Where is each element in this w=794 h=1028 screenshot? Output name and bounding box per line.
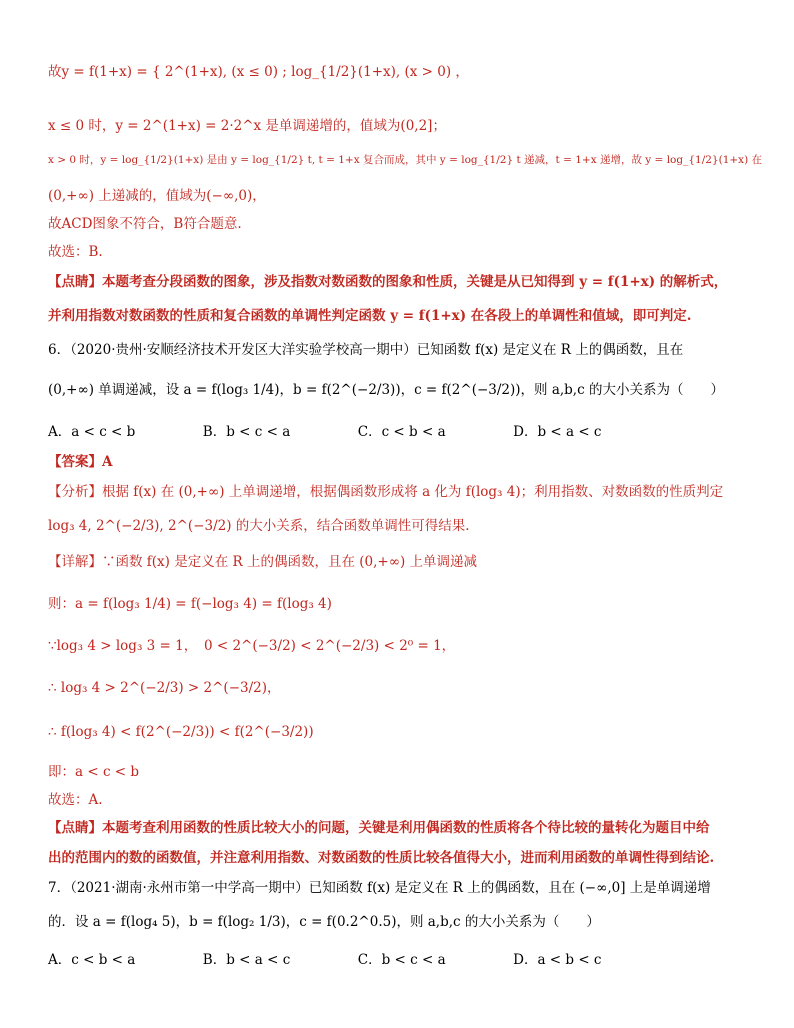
text-line: log₃ 4, 2^(−2/3), 2^(−3/2) 的大小关系，结合函数单调性可得结果. [48,518,470,534]
text-line: 【分析】根据 f(x) 在 (0,+∞) 上单调递增，根据偶函数形成将 a 化为 f(log₃ 4)；利用指数、对数函数的性质判定 [48,484,724,500]
text-line: 故选：B. [48,244,103,260]
text-line: 故ACD图象不符合，B符合题意. [48,216,242,232]
text-line: (0,+∞) 单调递减，设 a = f(log₃ 1/4)，b = f(2^(−2/3))，c = f(2^(−3/2))，则 a,b,c 的大小关系为（ ） [48,382,724,398]
text-line: (0,+∞) 上递减的，值域为(−∞,0)， [48,188,266,204]
text-line: A．c < b < a B．b < a < c C．b < c < a D．a < b < c [48,952,602,968]
text-line: x ≤ 0 时，y = 2^(1+x) = 2·2^x 是单调递增的，值域为(0,2]； [48,118,446,134]
text-line: 故y = f(1+x) = { 2^(1+x), (x ≤ 0) ; log_{1/2}(1+x), (x > 0) ， [48,64,469,80]
text-line: 【点睛】本题考查分段函数的图象，涉及指数对数函数的图象和性质，关键是从已知得到 y = f(1+x) 的解析式， [48,274,728,290]
text-line: 故选：A. [48,792,103,808]
text-line: 7．（2021·湖南·永州市第一中学高一期中）已知函数 f(x) 是定义在 R 上的偶函数，且在 (−∞,0] 上是单调递增 [48,880,711,896]
text-line: 【详解】∵函数 f(x) 是定义在 R 上的偶函数，且在 (0,+∞) 上单调递减 [48,554,478,570]
text-line: 并利用指数对数函数的性质和复合函数的单调性判定函数 y = f(1+x) 在各段上的单调性和值域，即可判定. [48,308,692,324]
text-line: 则：a = f(log₃ 1/4) = f(−log₃ 4) = f(log₃ 4) [48,596,332,612]
text-line: x > 0 时，y = log_{1/2}(1+x) 是由 y = log_{1/2} t, t = 1+x 复合而成，其中 y = log_{1/2} t 递减，t = 1+x 递增，故 y = log_{1/2}(1+x) 在 [48,154,763,166]
text-line: 【点睛】本题考查利用函数的性质比较大小的问题，关键是利用偶函数的性质将各个待比较的量转化为题目中给 [48,820,710,836]
text-line: ∵log₃ 4 > log₃ 3 = 1， 0 < 2^(−3/2) < 2^(−2/3) < 2⁰ = 1， [48,638,456,654]
text-line: ∴ log₃ 4 > 2^(−2/3) > 2^(−3/2)， [48,680,281,696]
text-line: 【答案】A [48,454,113,470]
text-line: 即：a < c < b [48,764,140,780]
text-line: A．a < c < b B．b < c < a C．c < b < a D．b < a < c [48,424,602,440]
text-line: ∴ f(log₃ 4) < f(2^(−2/3)) < f(2^(−3/2)) [48,724,314,740]
text-line: 的．设 a = f(log₄ 5)，b = f(log₂ 1/3)，c = f(0.2^0.5)，则 a,b,c 的大小关系为（ ） [48,914,600,930]
text-line: 6．（2020·贵州·安顺经济技术开发区大洋实验学校高一期中）已知函数 f(x) 是定义在 R 上的偶函数，且在 [48,342,684,358]
text-line: 出的范围内的数的函数值，并注意利用指数、对数函数的性质比较各值得大小，进而利用函数的单调性得到结论. [48,850,715,866]
